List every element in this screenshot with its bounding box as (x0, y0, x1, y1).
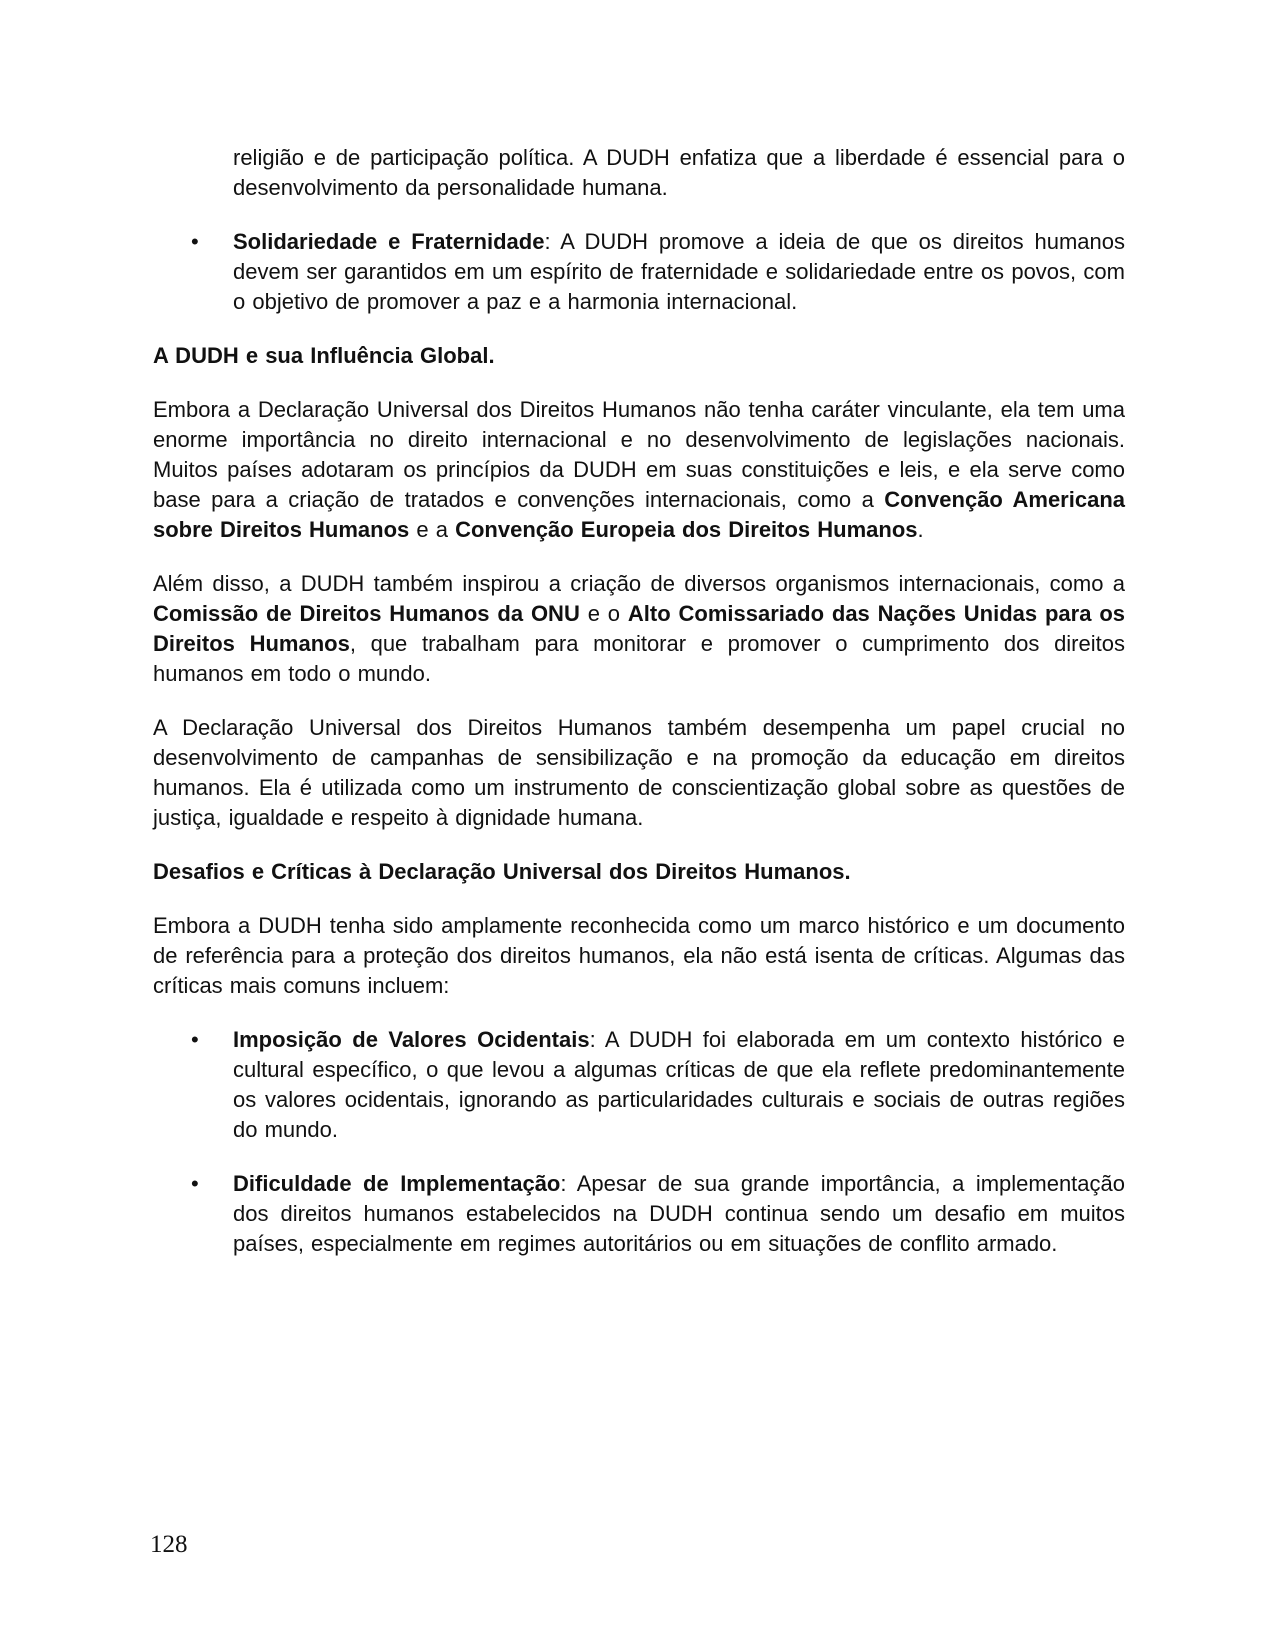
text-run: e a (409, 517, 456, 542)
bullet-item-continuation (153, 143, 1125, 203)
bullet-text: : A DUDH foi elaborada em um contexto histórico e cultural específico, o que levou a algumas críticas de que ela reflete predominantemente os valores ocidentais, ignorando as particularidades culturais e sociais de outras regiões do mundo. (233, 1027, 1126, 1142)
bullet-icon: • (191, 1171, 199, 1196)
text-run-bold: Convenção Europeia dos Direitos Humanos (455, 517, 918, 542)
bullet-item-dificuldade (153, 1169, 1125, 1259)
section-heading-desafios: Desafios e Críticas à Declaração Universal dos Direitos Humanos. (153, 859, 851, 884)
bullet-term: Imposição de Valores Ocidentais (233, 1027, 590, 1052)
text-run: Embora a DUDH tenha sido amplamente reconhecida como um marco histórico e um documento de referência para a proteção dos direitos humanos, ela não está isenta de críticas. Algumas das críticas mais comuns incluem: (153, 913, 1125, 998)
bullet-term: Dificuldade de Implementação (233, 1171, 561, 1196)
bullet-item-solidariedade (153, 227, 1125, 317)
text-run: Embora a Declaração Universal dos Direitos Humanos não tenha caráter vinculante, ela tem uma enorme importância no direito internacional e no desenvolvimento de legislações nacionais. Muitos países adotaram os princípios da DUDH em suas constituições e leis, e ela serve como base para a criação de tratados e convenções internacionais, como a (153, 397, 1125, 512)
bullet-icon: • (191, 1027, 199, 1052)
paragraph-influencia-2 (153, 569, 1125, 689)
text-run: e o (579, 601, 628, 626)
text-run: . (917, 517, 924, 542)
text-run: Além disso, a DUDH também inspirou a criação de diversos organismos internacionais, como a (153, 571, 1125, 596)
paragraph-desafios-intro (153, 911, 1125, 1001)
bullet-item-imposicao (153, 1025, 1125, 1145)
section-heading-influencia: A DUDH e sua Influência Global. (153, 343, 495, 368)
bullet-term: Solidariedade e Fraternidade (233, 229, 545, 254)
text-run: , que trabalham para monitorar e promover o cumprimento dos direitos humanos em todo o mundo. (153, 631, 1125, 686)
page-content (153, 143, 1125, 1283)
paragraph-influencia-3 (153, 713, 1125, 833)
bullet-text: : A DUDH promove a ideia de que os direitos humanos devem ser garantidos em um espírito de fraternidade e solidariedade entre os povos, com o objetivo de promover a paz e a harmonia internacional. (233, 229, 1126, 314)
bullet-continuation-text: religião e de participação política. A DUDH enfatiza que a liberdade é essencial para o desenvolvimento da personalidade humana. (233, 145, 1125, 200)
text-run-bold: Alto Comissariado das Nações Unidas para os Direitos Humanos (153, 601, 1125, 656)
bullet-icon: • (191, 229, 199, 254)
text-run: A Declaração Universal dos Direitos Humanos também desempenha um papel crucial no desenvolvimento de campanhas de sensibilização e na promoção da educação em direitos humanos. Ela é utilizada como um instrumento de conscientização global sobre as questões de justiça, igualdade e respeito à dignidade humana. (153, 715, 1125, 830)
text-run-bold: Comissão de Direitos Humanos da ONU (153, 601, 580, 626)
paragraph-influencia-1 (153, 395, 1125, 545)
page-number: 128 (150, 1531, 188, 1558)
bullet-text: : Apesar de sua grande importância, a implementação dos direitos humanos estabelecidos na DUDH continua sendo um desafio em muitos países, especialmente em regimes autoritários ou em situações de conflito armado. (233, 1171, 1126, 1256)
text-run-bold: Convenção Americana sobre Direitos Humanos (153, 487, 1125, 542)
